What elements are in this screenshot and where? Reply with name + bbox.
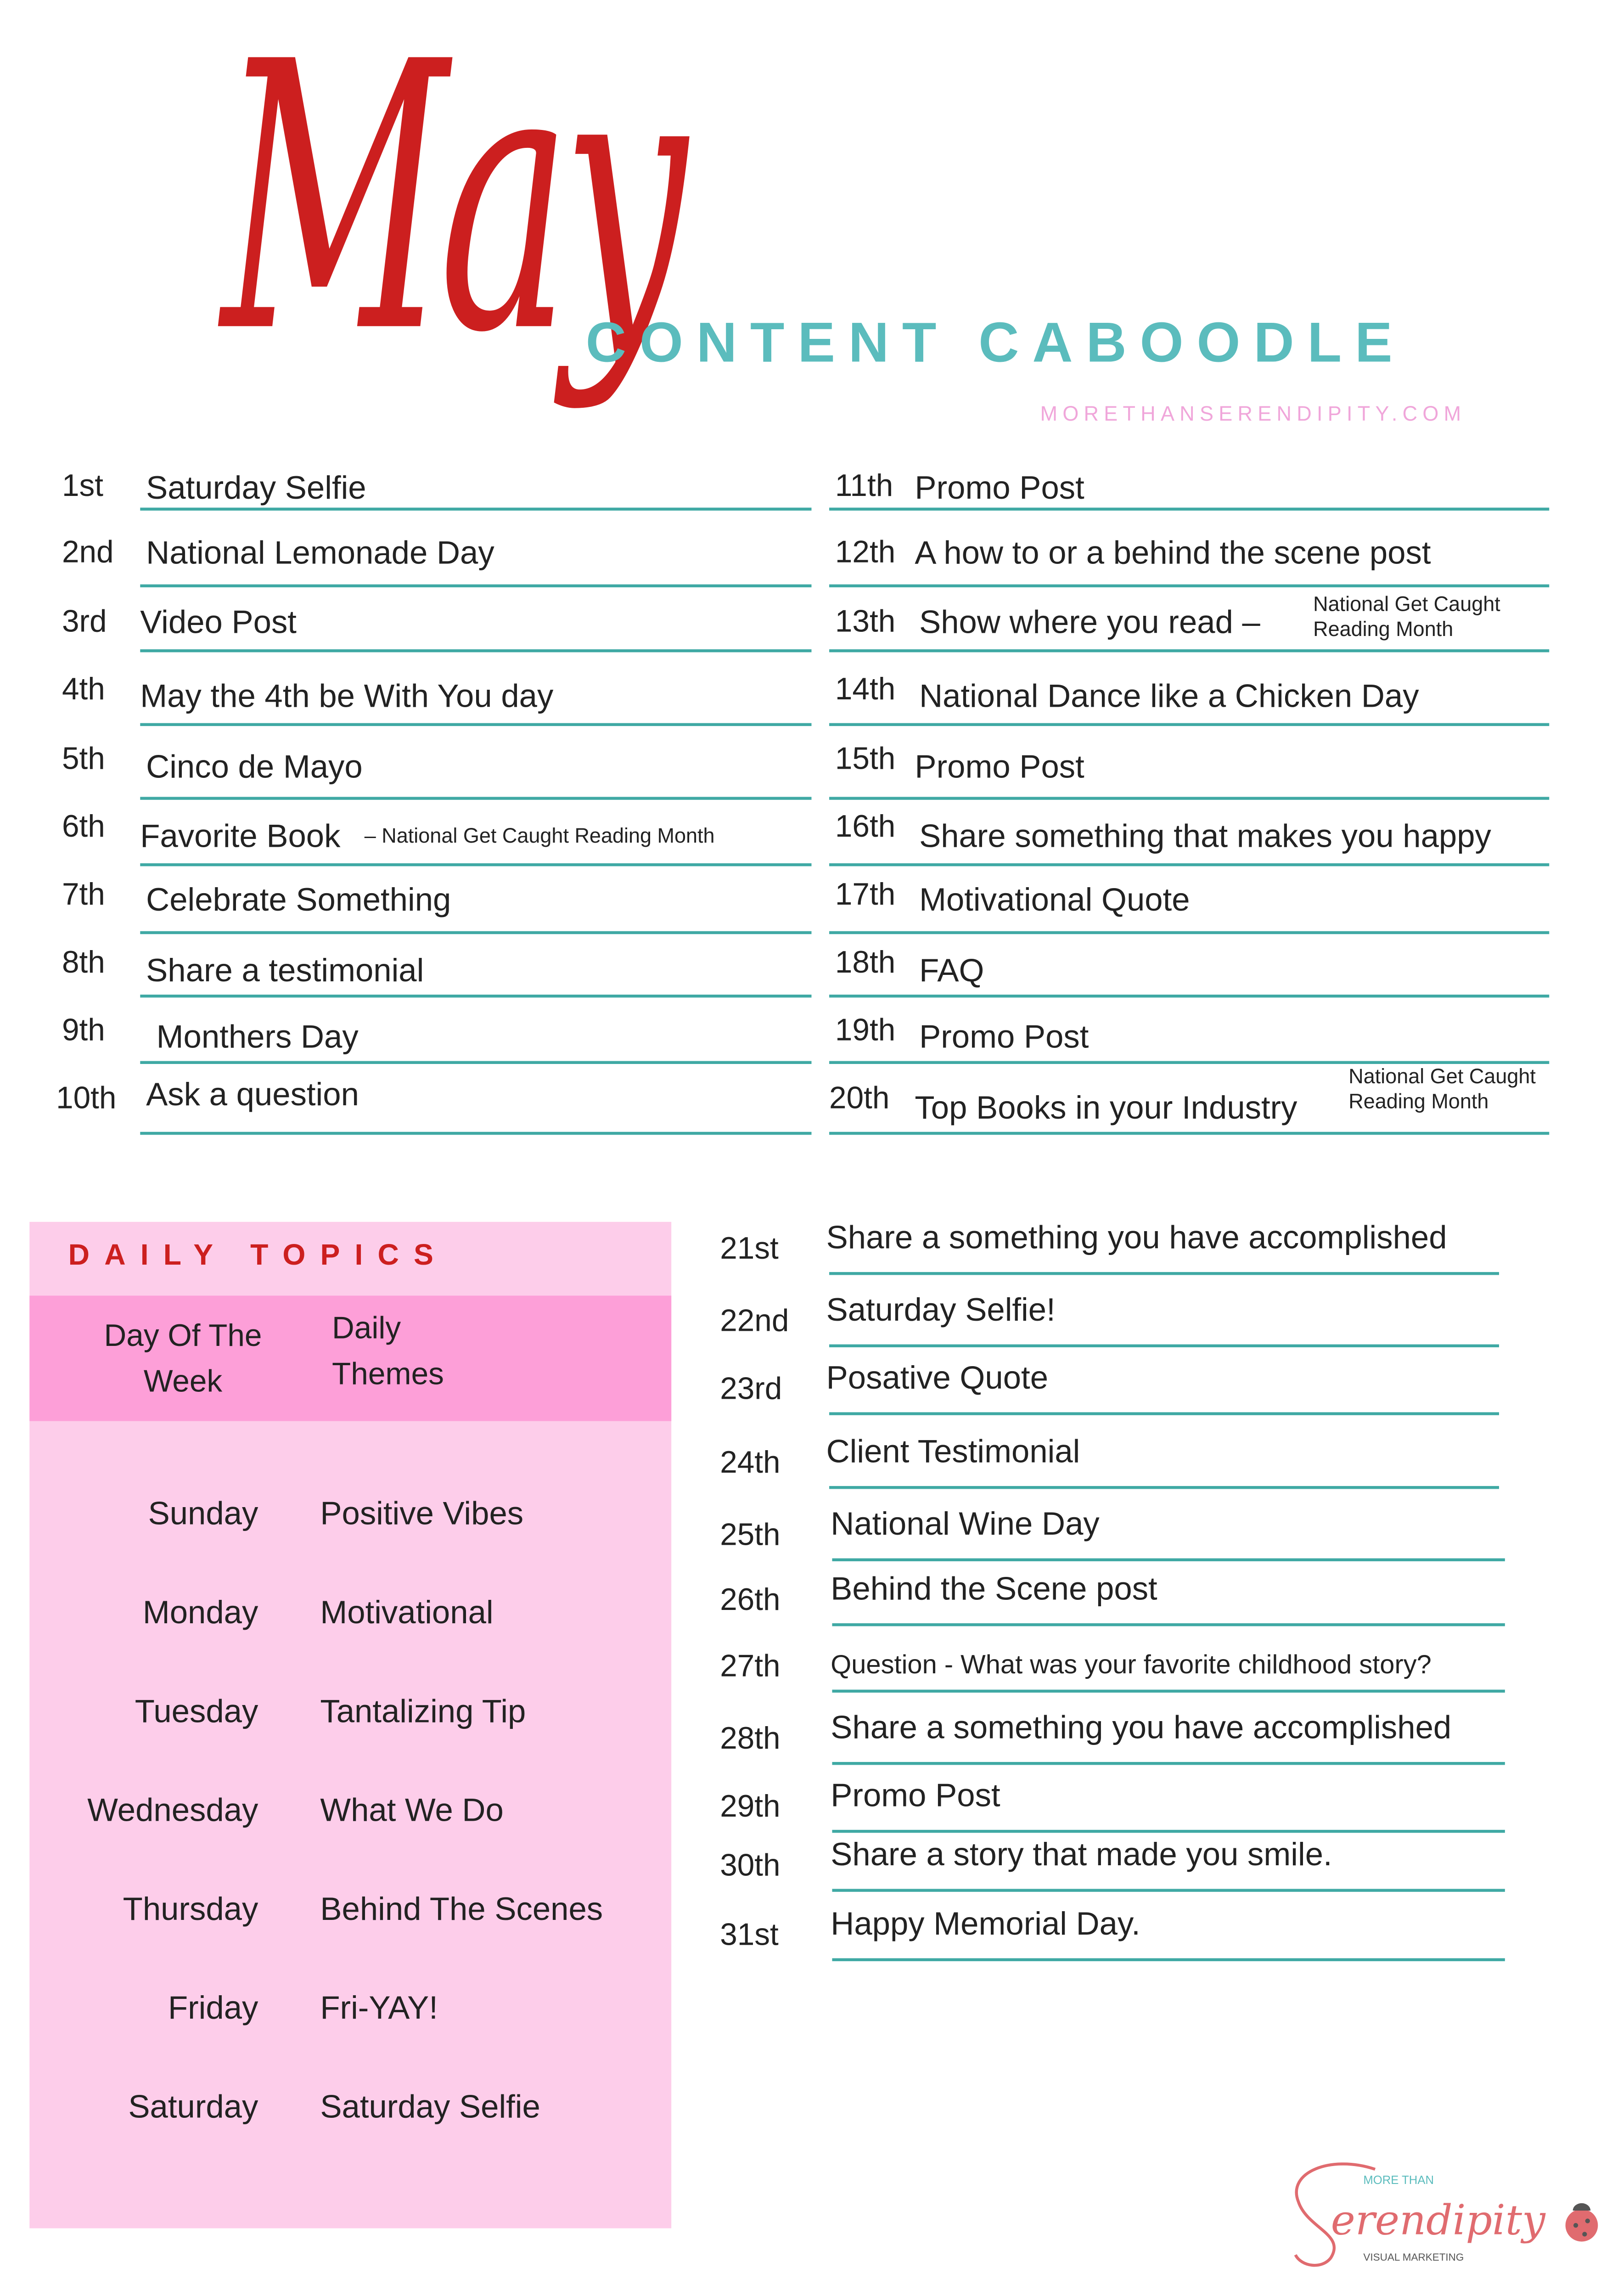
col-header-day-of-week: Day Of The Week [104, 1319, 262, 1399]
day-note: – National Get Caught Reading Month [364, 823, 715, 847]
day-topic: Cinco de Mayo [146, 748, 363, 785]
weekday-label: Wednesday [87, 1791, 258, 1829]
divider-line [829, 863, 1549, 866]
divider-line [140, 507, 811, 510]
day-topic: Promo Post [915, 748, 1084, 785]
day-number: 8th [62, 945, 105, 980]
day-topic: Promo Post [915, 469, 1084, 506]
divider-line [140, 649, 811, 652]
day-topic: Happy Memorial Day. [831, 1905, 1140, 1942]
day-topic: Monthers Day [156, 1018, 359, 1055]
day-number: 10th [56, 1081, 117, 1116]
day-topic: Share a something you have accomplished [826, 1219, 1447, 1256]
day-number: 24th [720, 1446, 781, 1480]
divider-line [140, 585, 811, 587]
day-number: 6th [62, 810, 105, 844]
weekday-theme: What We Do [320, 1791, 504, 1829]
day-number: 22nd [720, 1304, 789, 1339]
ladybug-icon [1566, 2203, 1598, 2242]
weekday-theme: Tantalizing Tip [320, 1692, 526, 1730]
divider-line [829, 995, 1549, 997]
weekday-label: Friday [168, 1989, 258, 2026]
day-note: National Get Caught Reading Month [1313, 591, 1500, 641]
divider-line [832, 1623, 1505, 1626]
day-topic: Ask a question [146, 1075, 359, 1113]
serendipity-logo-graphic [1286, 2157, 1604, 2283]
day-topic: Top Books in your Industry [915, 1089, 1297, 1126]
day-number: 19th [835, 1013, 896, 1048]
weekday-label: Saturday [128, 2088, 258, 2125]
day-number: 30th [720, 1849, 781, 1883]
day-number: 20th [829, 1081, 890, 1116]
divider-line [140, 995, 811, 997]
day-topic: Promo Post [831, 1777, 1000, 1814]
website-url: MORETHANSERENDIPITY.COM [1040, 401, 1466, 425]
svg-text:erendipity: erendipity [1331, 2196, 1545, 2245]
divider-line [829, 1486, 1499, 1489]
day-number: 11th [835, 469, 893, 503]
day-number: 3rd [62, 605, 107, 639]
day-topic: Saturday Selfie [146, 469, 366, 506]
divider-line [829, 797, 1549, 799]
page-title: CONTENT CABOODLE [585, 313, 1406, 375]
day-topic: Motivational Quote [919, 881, 1190, 918]
day-topic: Client Testimonial [826, 1433, 1080, 1470]
day-number: 17th [835, 878, 896, 912]
day-topic: A how to or a behind the scene post [915, 534, 1431, 571]
divider-line [140, 1132, 811, 1135]
day-topic: Video Post [140, 603, 297, 641]
day-topic: Share something that makes you happy [919, 817, 1491, 855]
day-topic: Share a something you have accomplished [831, 1709, 1452, 1746]
divider-line [140, 1061, 811, 1064]
day-topic: Promo Post [919, 1018, 1089, 1055]
day-number: 2nd [62, 535, 114, 570]
day-topic: Share a testimonial [146, 951, 424, 989]
divider-line [829, 507, 1549, 510]
day-number: 7th [62, 878, 105, 912]
day-number: 31st [720, 1918, 779, 1953]
day-number: 25th [720, 1518, 781, 1553]
day-topic: Behind the Scene post [831, 1570, 1157, 1607]
divider-line [832, 1830, 1505, 1833]
day-note: National Get Caught Reading Month [1348, 1064, 1536, 1113]
weekday-theme: Motivational [320, 1593, 494, 1631]
divider-line [140, 723, 811, 726]
divider-line [829, 1272, 1499, 1275]
weekday-label: Tuesday [135, 1692, 258, 1730]
divider-line [832, 1762, 1505, 1765]
day-topic: Share a story that made you smile. [831, 1835, 1332, 1873]
svg-text:MORE THAN: MORE THAN [1363, 2174, 1434, 2187]
divider-line [829, 649, 1549, 652]
day-number: 12th [835, 535, 896, 570]
day-topic: National Lemonade Day [146, 534, 494, 571]
day-topic: National Wine Day [831, 1505, 1100, 1542]
divider-line [140, 797, 811, 799]
divider-line [829, 723, 1549, 726]
weekday-label: Thursday [123, 1890, 258, 1927]
day-number: 16th [835, 810, 896, 844]
divider-line [832, 1958, 1505, 1961]
day-number: 27th [720, 1649, 781, 1684]
divider-line [829, 1132, 1549, 1135]
daily-topics-title: DAILY TOPICS [68, 1239, 449, 1272]
day-topic: Posative Quote [826, 1359, 1049, 1396]
day-number: 28th [720, 1722, 781, 1756]
col-header-daily-themes: Daily Themes [332, 1311, 444, 1392]
day-number: 23rd [720, 1372, 782, 1407]
day-number: 29th [720, 1790, 781, 1824]
weekday-theme: Behind The Scenes [320, 1890, 603, 1927]
day-topic: National Dance like a Chicken Day [919, 677, 1419, 715]
day-number: 21st [720, 1232, 779, 1266]
day-topic: FAQ [919, 951, 984, 989]
day-topic: May the 4th be With You day [140, 677, 554, 715]
day-number: 4th [62, 673, 105, 707]
title-script-may: May [221, 0, 679, 413]
day-number: 18th [835, 945, 896, 980]
day-number: 5th [62, 742, 105, 777]
day-topic: Celebrate Something [146, 881, 451, 918]
divider-line [140, 931, 811, 934]
svg-text:VISUAL MARKETING: VISUAL MARKETING [1363, 2251, 1464, 2263]
day-number: 14th [835, 673, 896, 707]
weekday-theme: Saturday Selfie [320, 2088, 540, 2125]
day-number: 26th [720, 1583, 781, 1618]
divider-line [832, 1690, 1505, 1693]
day-topic: Favorite Book [140, 817, 341, 855]
divider-line [829, 1412, 1499, 1415]
weekday-label: Sunday [148, 1495, 258, 1532]
weekday-theme: Fri-YAY! [320, 1989, 438, 2026]
day-number: 9th [62, 1013, 105, 1048]
day-topic: Question - What was your favorite childhood story? [831, 1649, 1432, 1680]
weekday-label: Monday [142, 1593, 258, 1631]
divider-line [832, 1889, 1505, 1891]
divider-line [832, 1559, 1505, 1561]
day-number: 13th [835, 605, 896, 639]
divider-line [829, 585, 1549, 587]
divider-line [140, 863, 811, 866]
day-number: 1st [62, 469, 104, 503]
divider-line [829, 931, 1549, 934]
day-number: 15th [835, 742, 896, 777]
weekday-theme: Positive Vibes [320, 1495, 524, 1532]
divider-line [829, 1345, 1499, 1347]
day-topic: Saturday Selfie! [826, 1291, 1056, 1328]
brand-logo [1286, 2157, 1604, 2283]
day-topic: Show where you read – [919, 603, 1260, 641]
